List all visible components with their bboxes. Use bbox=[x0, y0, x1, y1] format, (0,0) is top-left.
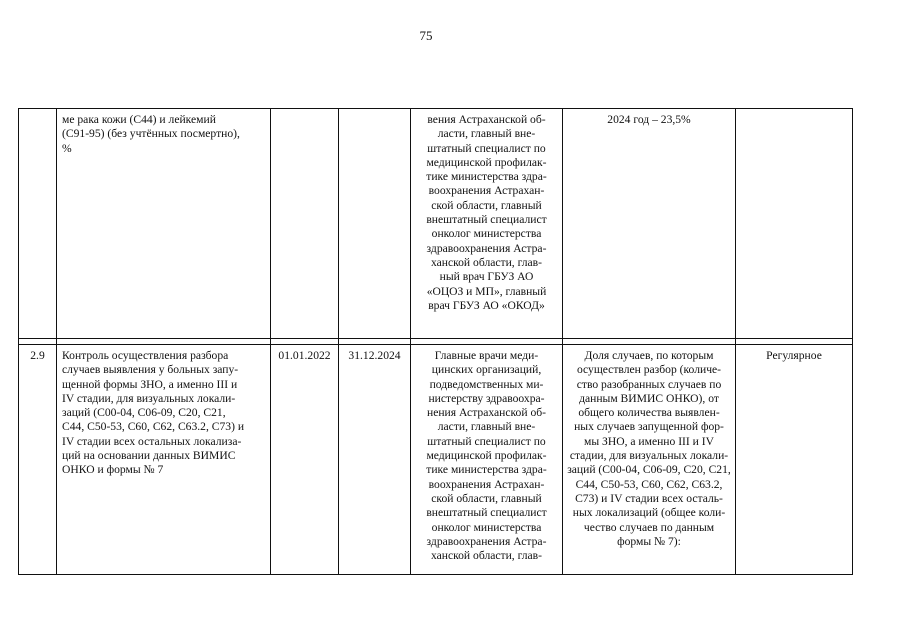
row2-indicator: Доля случаев, по которым осуществлен разбор (количе- ство разобранных случаев по данным ВИМИС ОНКО), от общего количества выявлен- ных случаев запущенной фор- мы ЗНО, а именно III и IV стадии, для визуальных локали- заций (С00-04, С06-09, С20, С21, С44, С50-53, С60, С62, С63.2, С73) и IV стадии всех осталь- ных локализаций (общее коли- чество случаев по данным формы № 7): bbox=[567, 349, 731, 548]
row2-measure: Контроль осуществления разбора случаев выявления у больных запу- щенной формы ЗНО, а именно III и IV стадии, для визуальных локали- заций (С00-04, С06-09, С20, С21, С44, С50-53, С60, С62, С63.2, С73) и IV стадии всех остальных локализа- ций на основании данных ВИМИС ОНКО и формы № 7 bbox=[62, 349, 245, 477]
row2-responsible: Главные врачи меди- цинских организаций, подведомственных ми- нистерству здравоохра- нения Астраханской об- ласти, главный вне- штатный специалист по медицинской профилак- тике министерства здра- воохранения Астрахан- ской области, главный внештатный специалист онколог министерства здравоохранения Астра- ханской области, глав- bbox=[426, 349, 547, 563]
page-number: 75 bbox=[419, 28, 433, 43]
row1-indicator: 2024 год – 23,5% bbox=[607, 113, 691, 126]
row2-periodicity: Регулярное bbox=[766, 349, 822, 362]
row2-start-date: 01.01.2022 bbox=[278, 349, 331, 362]
row1-measure: ме рака кожи (С44) и лейкемий (С91-95) (без учтённых посмертно), % bbox=[62, 113, 240, 155]
row1-responsible: вения Астраханской об- ласти, главный вне- штатный специалист по медицинской профилак- тике министерства здра- воохранения Астрахан- ской области, главный внештатный специалист онколог министерства здравоохранения Астра- ханской области, глав- ный врач ГБУЗ АО «ОЦОЗ и МП», главный врач ГБУЗ АО «ОКОД» bbox=[426, 113, 547, 312]
row2-end-date: 31.12.2024 bbox=[348, 349, 401, 362]
row2-number: 2.9 bbox=[30, 349, 45, 362]
